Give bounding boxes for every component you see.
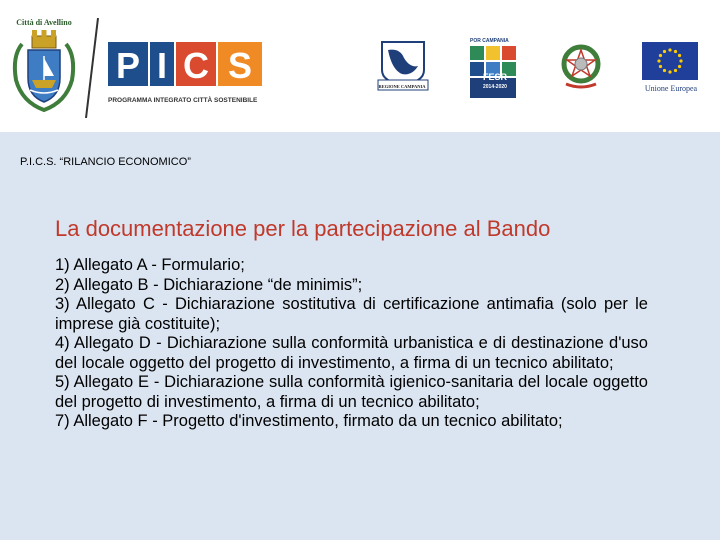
pics-letter-i: I [156, 45, 168, 86]
pics-caption: PROGRAMMA INTEGRATO CITTÀ SOSTENIBILE [108, 97, 258, 104]
fesr-label: FESR [483, 72, 508, 82]
eu-caption: Unione Europea [644, 84, 698, 93]
list-item: 7) Allegato F - Progetto d'investimento, firmato da un tecnico abilitato; [55, 412, 563, 430]
list-item: 5) Allegato E - Dichiarazione sulla conformità igienico-sanitaria del locale oggetto del progetto di investimento, a firma di un tecnico abilitato; [55, 373, 648, 411]
document-list [55, 256, 648, 432]
logo-header [0, 0, 720, 132]
avellino-crest-icon [8, 16, 80, 116]
crest-caption: Città di Avellino [16, 18, 72, 27]
campania-caption: REGIONE CAMPANIA [378, 84, 426, 89]
slide-title: La documentazione per la partecipazione al Bando [55, 216, 551, 241]
pics-letter-c: C [183, 45, 209, 86]
program-name: P.I.C.S. “RILANCIO ECONOMICO” [20, 156, 191, 168]
pics-letter-p: P [115, 45, 141, 86]
eu-flag-icon [642, 42, 698, 80]
pics-logo [108, 38, 270, 90]
list-item: 4) Allegato D - Dichiarazione sulla conformità urbanistica e di destinazione d'uso del locale oggetto del progetto di investimento, a firma di un tecnico abilitato; [55, 334, 648, 372]
italian-emblem-icon [560, 42, 602, 90]
fesr-years: 2014-2020 [483, 84, 507, 90]
divider-slash [82, 18, 102, 118]
list-item: 2) Allegato B - Dichiarazione “de minimis”; [55, 275, 363, 294]
list-item: 3) Allegato C - Dichiarazione sostitutiva di certificazione antimafia (solo per le imprese già costituite); [55, 295, 648, 333]
list-item: 1) Allegato A - Formulario; [55, 256, 245, 274]
pics-letter-s: S [227, 45, 253, 86]
fesr-top-caption: POR CAMPANIA [470, 38, 509, 44]
